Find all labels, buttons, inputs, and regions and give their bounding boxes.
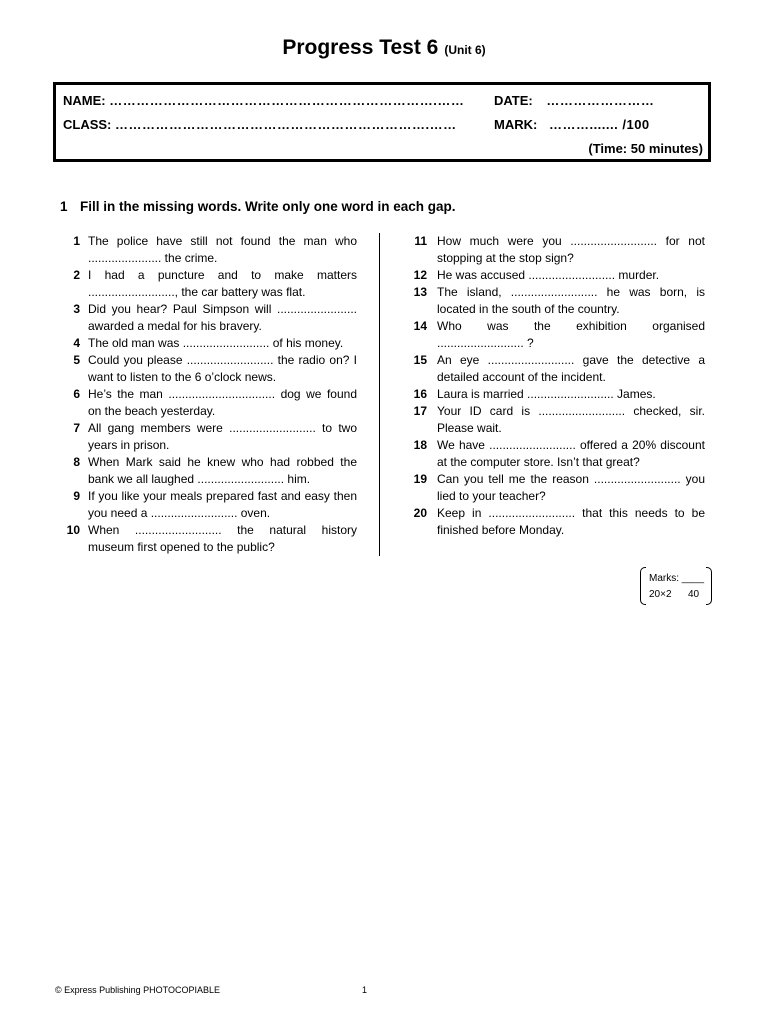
question-text[interactable]: How much were you .......................... for not stopping at the stop sign? xyxy=(437,234,705,265)
column-divider xyxy=(379,233,380,556)
mark-row xyxy=(494,117,650,132)
question-number: 4 xyxy=(73,336,80,350)
question-number: 10 xyxy=(66,523,80,537)
question-number: 3 xyxy=(73,302,80,316)
list-item xyxy=(53,301,357,335)
question-text[interactable]: Laura is married .......................... James. xyxy=(437,387,656,401)
question-number: 13 xyxy=(413,285,427,299)
question-text[interactable]: Could you please .......................... the radio on? I want to listen to the 6 o’clock news. xyxy=(88,353,357,384)
list-item xyxy=(400,267,705,284)
list-item xyxy=(400,386,705,403)
question-text[interactable]: All gang members were .......................... to two years in prison. xyxy=(88,421,357,452)
class-row xyxy=(63,117,457,132)
question-number: 9 xyxy=(73,489,80,503)
class-field[interactable]: …………………………………………………………….…… xyxy=(115,117,457,132)
question-text[interactable]: We have .......................... offered a 20% discount at the computer store. Isn’t that great? xyxy=(437,438,705,469)
question-text[interactable]: When .......................... the natural history museum first opened to the public? xyxy=(88,523,357,554)
test-title: Progress Test 6 xyxy=(282,36,439,59)
marks-label[interactable]: Marks: ____ xyxy=(649,573,705,584)
unit-label: (Unit 6) xyxy=(444,43,486,57)
list-item xyxy=(53,335,357,352)
question-number: 12 xyxy=(413,268,427,282)
list-item xyxy=(53,352,357,386)
class-label: CLASS: xyxy=(63,117,112,132)
date-row xyxy=(494,93,654,108)
question-text[interactable]: The police have still not found the man who ...................... the crime. xyxy=(88,234,357,265)
question-number: 1 xyxy=(73,234,80,248)
section-instruction: Fill in the missing words. Write only one word in each gap. xyxy=(80,199,456,214)
question-number: 2 xyxy=(73,268,80,282)
question-text[interactable]: Who was the exhibition organised .......................... ? xyxy=(437,319,705,350)
question-text[interactable]: Keep in .......................... that this needs to be finished before Monday. xyxy=(437,506,705,537)
list-item xyxy=(53,488,357,522)
marks-formula: 20×2 xyxy=(649,589,672,600)
name-label: NAME: xyxy=(63,93,106,108)
question-text[interactable]: If you like your meals prepared fast and easy then you need a .......................... oven. xyxy=(88,489,357,520)
question-text[interactable]: Did you hear? Paul Simpson will ........................ awarded a medal for his bravery. xyxy=(88,302,357,333)
question-number: 14 xyxy=(413,319,427,333)
list-item xyxy=(400,352,705,386)
list-item xyxy=(400,403,705,437)
list-item xyxy=(53,522,357,556)
page-title xyxy=(0,36,768,60)
question-number: 6 xyxy=(73,387,80,401)
list-item xyxy=(400,318,705,352)
list-item xyxy=(53,386,357,420)
questions-left-column xyxy=(53,233,357,556)
student-info-box xyxy=(53,82,711,162)
question-text[interactable]: The island, .......................... he was born, is located in the south of the country. xyxy=(437,285,705,316)
list-item xyxy=(53,454,357,488)
name-field[interactable]: ……………………………………………………………….…… xyxy=(109,93,465,108)
time-limit: (Time: 50 minutes) xyxy=(588,141,703,156)
question-number: 18 xyxy=(413,438,427,452)
question-text[interactable]: An eye .......................... gave the detective a detailed account of the incident. xyxy=(437,353,705,384)
name-row xyxy=(63,93,464,108)
question-number: 15 xyxy=(413,353,427,367)
question-text[interactable]: I had a puncture and to make matters .........................., the car battery was flat. xyxy=(88,268,357,299)
question-text[interactable]: He’s the man ................................ dog we found on the beach yesterday. xyxy=(88,387,357,418)
date-label: DATE: xyxy=(494,93,533,108)
list-item xyxy=(53,233,357,267)
list-item xyxy=(400,437,705,471)
question-text[interactable]: Can you tell me the reason .......................... you lied to your teacher? xyxy=(437,472,705,503)
question-text[interactable]: The old man was .......................... of his money. xyxy=(88,336,344,350)
question-number: 7 xyxy=(73,421,80,435)
right-bracket xyxy=(706,567,712,605)
question-number: 19 xyxy=(413,472,427,486)
list-item xyxy=(400,505,705,539)
question-number: 11 xyxy=(414,234,427,248)
marks-total: 40 xyxy=(688,589,700,600)
section-heading xyxy=(60,199,456,214)
question-number: 8 xyxy=(73,455,80,469)
mark-label: MARK: xyxy=(494,117,538,132)
copyright-footer: © Express Publishing PHOTOCOPIABLE xyxy=(55,985,221,995)
page-number: 1 xyxy=(362,985,368,995)
mark-field[interactable]: ………....... /100 xyxy=(548,117,650,132)
list-item xyxy=(400,471,705,505)
list-item xyxy=(400,233,705,267)
question-number: 20 xyxy=(413,506,427,520)
section-number: 1 xyxy=(60,199,68,214)
marks-box xyxy=(640,567,712,605)
question-number: 17 xyxy=(413,404,427,418)
question-number: 5 xyxy=(73,353,80,367)
questions-right-column xyxy=(400,233,705,539)
left-bracket xyxy=(640,567,646,605)
list-item xyxy=(53,267,357,301)
question-text[interactable]: When Mark said he knew who had robbed the bank we all laughed .......................... him. xyxy=(88,455,357,486)
list-item xyxy=(400,284,705,318)
question-number: 16 xyxy=(413,387,427,401)
list-item xyxy=(53,420,357,454)
question-text[interactable]: He was accused .......................... murder. xyxy=(437,268,660,282)
question-text[interactable]: Your ID card is .......................... checked, sir. Please wait. xyxy=(437,404,705,435)
date-field[interactable]: …………………… xyxy=(546,93,655,108)
